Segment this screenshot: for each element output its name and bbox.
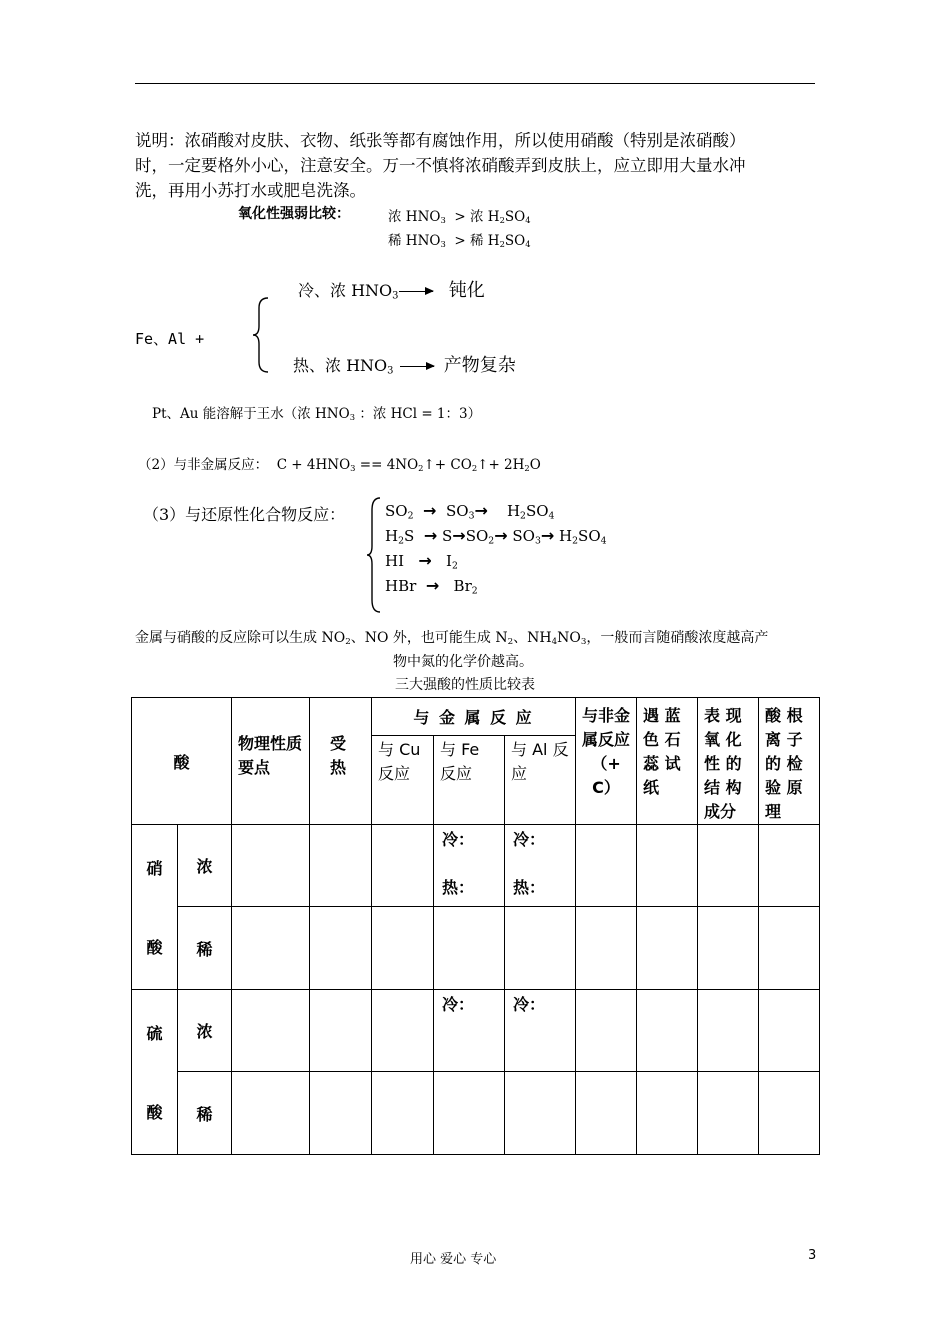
nonmetal-reaction: （2）与非金属反应： $C + 4HNO_3$ == $4NO_2↑+$ $CO_2↑+ 2H_2O$: [138, 457, 541, 474]
reducing-so2-chain: $SO_2 \to SO_3\to$ $H_2SO_4$: [385, 501, 555, 522]
cell: [434, 1072, 505, 1155]
cell: [698, 1072, 759, 1155]
cell: [637, 907, 698, 990]
acid-comparison-table: [131, 697, 820, 1155]
header-metal-reaction: 与 金 属 反 应: [372, 698, 576, 736]
cell: [310, 907, 372, 990]
reducing-hbr-chain: HBr → $Br_2$: [385, 576, 478, 597]
cell: [505, 907, 576, 990]
cell: [310, 1072, 372, 1155]
row-label-conc: 浓: [178, 990, 232, 1072]
passivation-cold: 冷、浓 $HNO_3$ 钝化: [298, 280, 485, 302]
note-line-3: 洗，再用小苏打水或肥皂洗涤。: [135, 181, 366, 200]
cell: [232, 1072, 310, 1155]
cell: [698, 990, 759, 1072]
cell: [576, 907, 637, 990]
cell: [576, 825, 637, 907]
cell: [372, 1072, 434, 1155]
summary-line-2: 物中氮的化学价越高。: [393, 654, 533, 670]
row-label-sulfuric: 硫 酸: [132, 990, 178, 1155]
header-ion-test: 酸 根 离 子 的 检 验 原 理: [759, 698, 820, 825]
cell: [759, 990, 820, 1072]
cell-al-conc-nitric: 冷： 热：: [505, 825, 576, 907]
cell: [576, 990, 637, 1072]
footer-motto: 用心 爱心 专心: [410, 1252, 497, 1267]
cell: [232, 825, 310, 907]
oxidation-row-2: 稀 $HNO_3$ > 稀 $H_2SO_4$: [388, 233, 531, 250]
cell: [434, 907, 505, 990]
passivation-brace: [252, 296, 272, 374]
page-number: 3: [808, 1248, 817, 1263]
cell: [576, 1072, 637, 1155]
row-label-conc: 浓: [178, 825, 232, 907]
cell: [372, 990, 434, 1072]
reducing-h2s-chain: $H_2S \to S\to SO_2\to SO_3\to H_2SO_4$: [385, 526, 607, 547]
cell-fe-conc-nitric: 冷： 热：: [434, 825, 505, 907]
row-label-dilute: 稀: [178, 907, 232, 990]
cell: [310, 990, 372, 1072]
header-litmus: 遇 蓝 色 石 蕊 试 纸: [637, 698, 698, 825]
cell: [310, 825, 372, 907]
cell: [698, 907, 759, 990]
row-label-nitric: 硝 酸: [132, 825, 178, 990]
header-physical: 物理性质要点: [232, 698, 310, 825]
cell: [759, 1072, 820, 1155]
cell: [372, 825, 434, 907]
aqua-regia-line: Pt、Au 能溶解于王水（浓 $HNO_3$ ：浓 HCl = 1：3）: [152, 406, 482, 423]
cell: [759, 825, 820, 907]
cell: [759, 907, 820, 990]
cell: [698, 825, 759, 907]
oxidation-row-1: 浓 $HNO_3$ > 浓 $H_2SO_4$: [388, 209, 531, 226]
header-rule: [135, 83, 815, 84]
cell: [232, 990, 310, 1072]
passivation-hot: 热、浓 $HNO_3$ 产物复杂: [293, 355, 516, 377]
header-heat: 受热: [310, 698, 372, 825]
cell: [637, 1072, 698, 1155]
cell: [232, 907, 310, 990]
note-line-2: 时，一定要格外小心，注意安全。万一不慎将浓硝酸弄到皮肤上，应立即用大量水冲: [135, 156, 746, 175]
cell-fe-conc-sulfuric: 冷：: [434, 990, 505, 1072]
cell: [637, 990, 698, 1072]
summary-line-1: 金属与硝酸的反应除可以生成 $NO_2$、NO 外，也可能生成 $N_2$、$NH_4NO_3$，一般而言随硝酸浓度越高产: [135, 630, 769, 648]
header-oxidizing: 表 现 氧 化 性 的 结 构 成分: [698, 698, 759, 825]
cell-al-conc-sulfuric: 冷：: [505, 990, 576, 1072]
header-al: 与 Al 反应: [505, 736, 576, 825]
header-fe: 与 Fe 反应: [434, 736, 505, 825]
oxidation-label: 氧化性强弱比较：: [238, 206, 350, 222]
cell: [505, 1072, 576, 1155]
note-line-1: 说明：浓硝酸对皮肤、衣物、纸张等都有腐蚀作用，所以使用硝酸（特别是浓硝酸）: [135, 131, 746, 150]
row-label-dilute: 稀: [178, 1072, 232, 1155]
header-cu: 与 Cu 反应: [372, 736, 434, 825]
header-nonmetal: 与非金属反应（+ C）: [576, 698, 637, 825]
header-acid: 酸: [132, 698, 232, 825]
reducing-hi-chain: HI → $I_2$: [385, 551, 458, 572]
cell: [372, 907, 434, 990]
passivation-reactant: Fe、Al +: [135, 330, 205, 348]
cell: [637, 825, 698, 907]
reducing-label: （3）与还原性化合物反应：: [143, 505, 346, 524]
reducing-brace: [366, 496, 384, 614]
table-caption: 三大强酸的性质比较表: [395, 677, 535, 693]
